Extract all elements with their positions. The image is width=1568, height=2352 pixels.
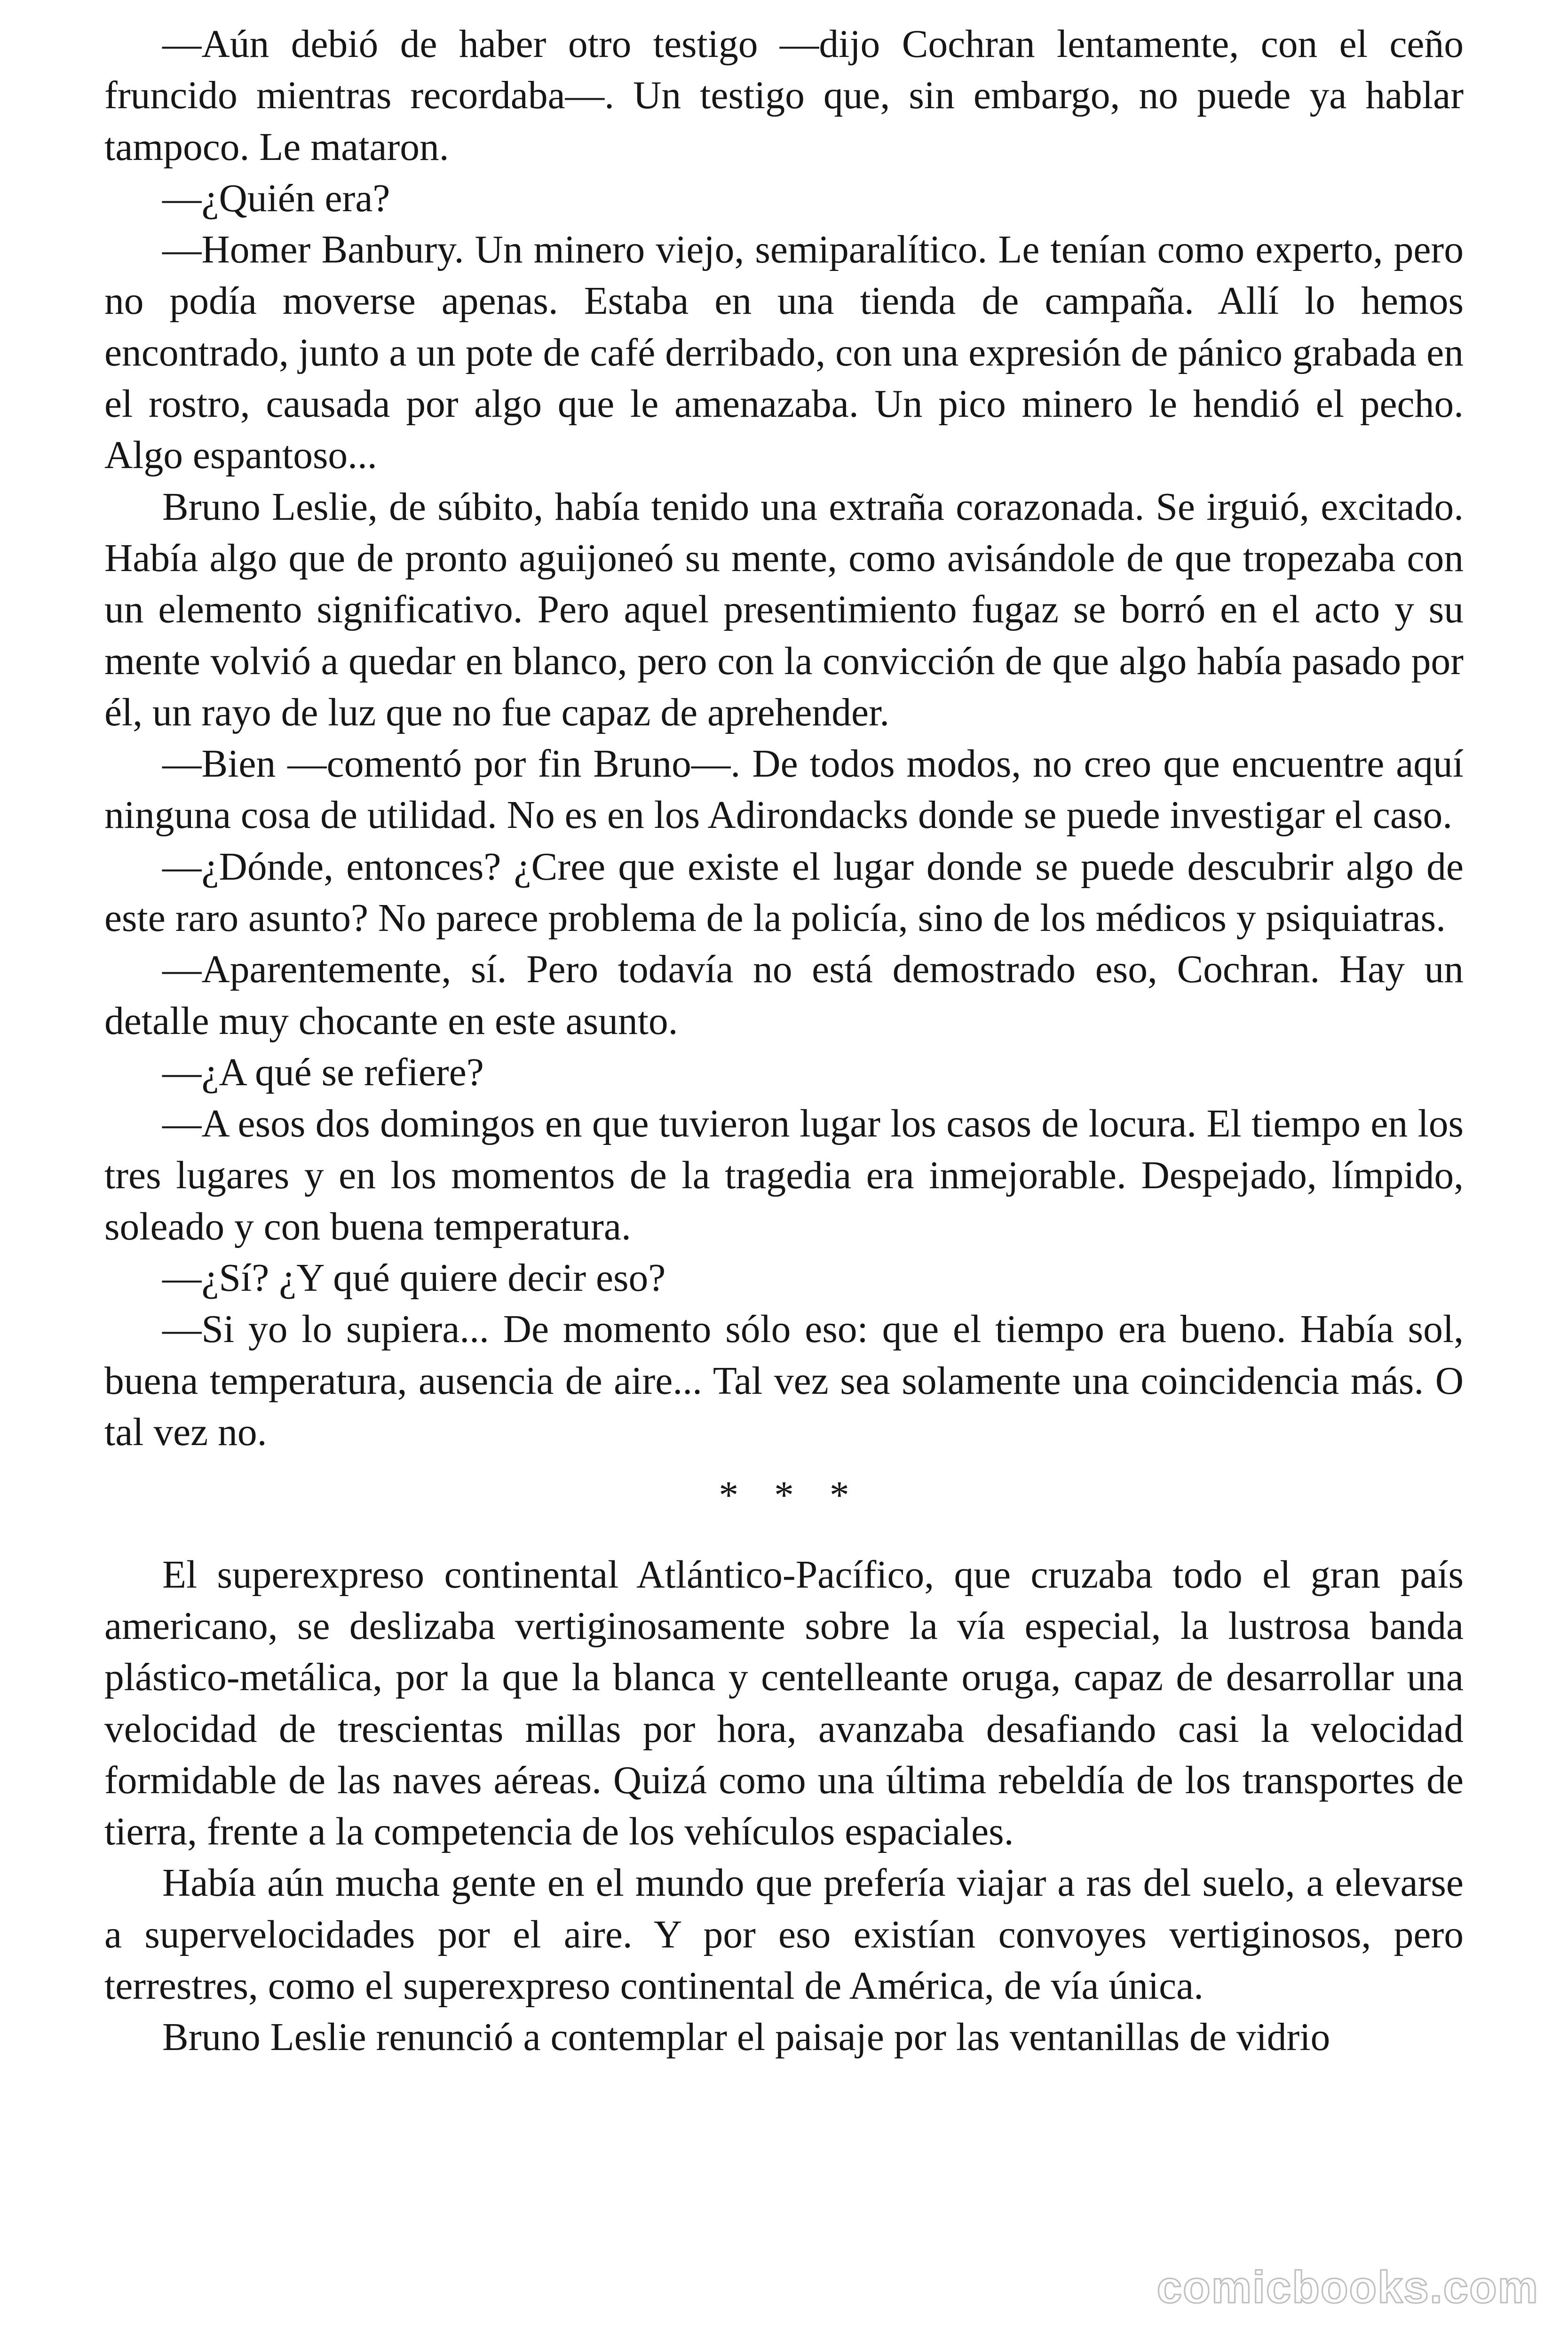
paragraph: —Homer Banbury. Un minero viejo, semiparalítico. Le tenían como experto, pero no podía moverse apenas. Estaba en una tienda de campaña. Allí lo hemos encontrado, junto a un pote de café derribado, con una expresión de pánico grabada en el rostro, causada por algo que le amenazaba. Un pico minero le hendió el pecho. Algo espantoso... (104, 228, 1464, 477)
section-separator (104, 1470, 1464, 1521)
paragraph: —Si yo lo supiera... De momento sólo eso: que el tiempo era bueno. Había sol, buena temperatura, ausencia de aire... Tal vez sea solamente una coincidencia más. O tal vez no. (104, 1308, 1464, 1454)
paragraph: —A esos dos domingos en que tuvieron lugar los casos de locura. El tiempo en los tres lugares y en los momentos de la tragedia era inmejorable. Despejado, límpido, soleado y con buena temperatura. (104, 1102, 1464, 1248)
watermark: comicbooks.com (1156, 2262, 1539, 2312)
separator-asterisk: * (829, 1474, 849, 1518)
paragraph: Había aún mucha gente en el mundo que prefería viajar a ras del suelo, a elevarse a supervelocidades por el aire. Y por eso existían convoyes vertiginosos, pero terrestres, como el superexpreso continental de América, de vía única. (104, 1861, 1464, 2008)
paragraph: —Bien —comentó por fin Bruno—. De todos modos, no creo que encuentre aquí ninguna cosa de utilidad. No es en los Adirondacks donde se puede investigar el caso. (104, 742, 1464, 837)
page-body (104, 19, 1464, 2064)
paragraph: —¿Quién era? (162, 176, 390, 220)
paragraph: —¿A qué se refiere? (162, 1050, 484, 1094)
paragraph: Bruno Leslie, de súbito, había tenido una extraña corazonada. Se irguió, excitado. Había algo que de pronto aguijoneó su mente, como avisándole de que tropezaba con un elemento significativo. Pero aquel presentimiento fugaz se borró en el acto y su mente volvió a quedar en blanco, pero con la convicción de que algo había pasado por él, un rayo de luz que no fue capaz de aprehender. (104, 485, 1464, 734)
paragraph: —¿Dónde, entonces? ¿Cree que existe el lugar donde se puede descubrir algo de este raro asunto? No parece problema de la policía, sino de los médicos y psiquiatras. (104, 845, 1464, 940)
paragraph: —Aún debió de haber otro testigo —dijo Cochran lentamente, con el ceño fruncido mientras recordaba—. Un testigo que, sin embargo, no puede ya hablar tampoco. Le mataron. (104, 23, 1464, 169)
paragraph: —¿Sí? ¿Y qué quiere decir eso? (162, 1256, 666, 1300)
paragraph: El superexpreso continental Atlántico-Pacífico, que cruzaba todo el gran país americano, se deslizaba vertiginosamente sobre la vía especial, la lustrosa banda plástico-metálica, por la que la blanca y centelleante oruga, capaz de desarrollar una velocidad de trescientas millas por hora, avanzaba desafiando casi la velocidad formidable de las naves aéreas. Quizá como una última rebeldía de los transportes de tierra, frente a la competencia de los vehículos espaciales. (104, 1553, 1464, 1854)
separator-asterisk: * (719, 1474, 739, 1518)
separator-asterisk: * (774, 1474, 794, 1518)
paragraph: Bruno Leslie renunció a contemplar el paisaje por las ventanillas de vidrio (162, 2016, 1330, 2059)
paragraph: —Aparentemente, sí. Pero todavía no está demostrado eso, Cochran. Hay un detalle muy chocante en este asunto. (104, 948, 1464, 1043)
